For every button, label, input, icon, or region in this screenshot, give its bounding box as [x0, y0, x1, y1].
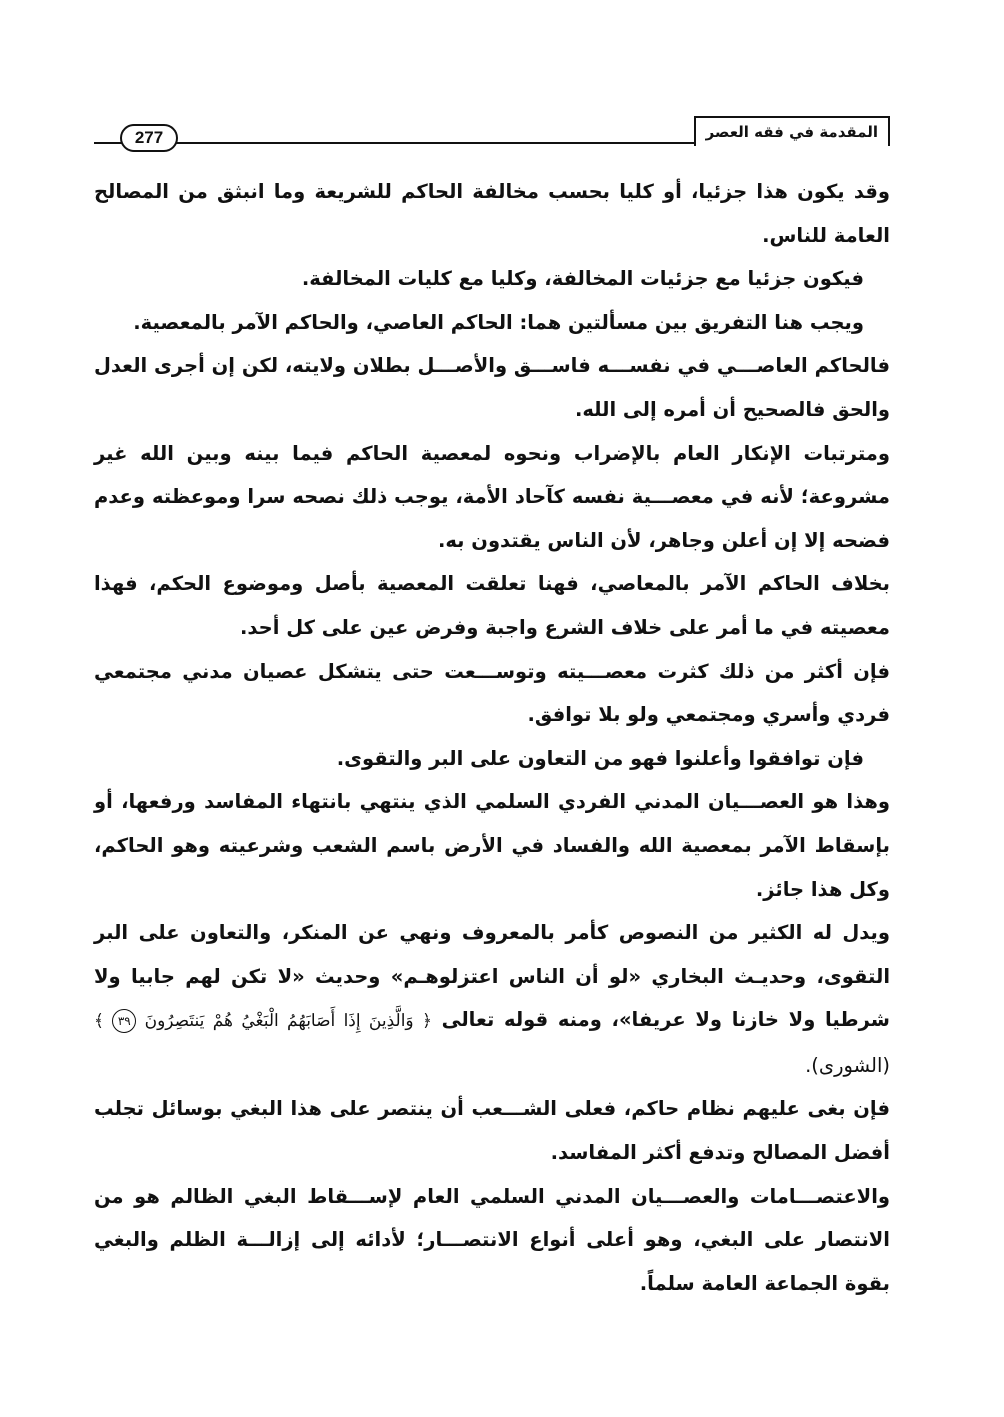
page-body [94, 170, 890, 1305]
paragraph-4: فالحاكم العاصـــي في نفســـه فاســـق والأصـــل بطلان ولايته، لكن إن أجرى العدل والحق فالصحيح أن أمره إلى الله. [94, 354, 890, 421]
paragraph-12: والاعتصـــامات والعصـــيان المدني السلمي العام لإســـقاط البغي الظالم هو من الانتصار على البغي، وهو أعلى أنواع الانتصـــار؛ لأدائه إلى إزالـــة الظلم والبغي بقوة الجماعة العامة سلماً. [94, 1184, 890, 1295]
paragraph-11: فإن بغى عليهم نظام حاكم، فعلى الشـــعب أن ينتصر على هذا البغي بوسائل تجلب أفضل المصالح وتدفع أكثر المفاسد. [94, 1097, 890, 1165]
ayah-number-mark: ٣٩ [112, 1009, 136, 1033]
paragraph-10-text: ويدل له الكثير من النصوص كأمر بالمعروف ونهي عن المنكر، والتعاون على البر التقوى، وحديـث البخاري «لو أن الناس اعتزلوهـم» وحديث «لا تكن لهم جابيا ولا شرطيا ولا خازنا ولا عريفا»، ومنه قوله تعالى [94, 921, 890, 1032]
paragraph-3: ويجب هنا التفريق بين مسألتين هما: الحاكم العاصي، والحاكم الآمر بالمعصية. [133, 310, 864, 334]
page-header [94, 116, 890, 150]
paragraph-8: فإن توافقوا وأعلنوا فهو من التعاون على البر والتقوى. [336, 746, 864, 770]
paragraph-5: ومترتبات الإنكار العام بالإضراب ونحوه لمعصية الحاكم فيما بينه وبين الله غير مشروعة؛ لأنه في معصـــية نفسه كآحاد الأمة، يوجب ذلك نصحه سرا وموعظته وعدم فضحه إلا إن أعلن وجاهر، لأن الناس يقتدون به. [94, 441, 890, 552]
surah-reference: (الشورى). [805, 1053, 890, 1077]
book-title: المقدمة في فقه العصر [694, 116, 890, 146]
paragraph-1: وقد يكون هذا جزئيا، أو كليا بحسب مخالفة الحاكم للشريعة وما انبثق من المصالح العامة للناس. [94, 180, 890, 247]
quran-verse-close: ﴾ [94, 1011, 113, 1032]
page-number: 277 [120, 124, 178, 152]
paragraph-10 [94, 911, 890, 1087]
paragraph-6: بخلاف الحاكم الآمر بالمعاصي، فهنا تعلقت المعصية بأصل وموضوع الحكم، فهذا معصيته في ما أمر على خلاف الشرع واجبة وفرض عين على كل أحد. [94, 572, 890, 639]
quran-verse: ﴿ وَالَّذِينَ إِذَا أَصَابَهُمُ الْبَغْيُ هُمْ يَنتَصِرُونَ [136, 1011, 432, 1032]
paragraph-7: فإن أكثر من ذلك كثرت معصـــيته وتوســـعت حتى يتشكل عصيان مدني مجتمعي فردي وأسري ومجتمعي ولو بلا توافق. [94, 659, 890, 727]
paragraph-2: فيكون جزئيا مع جزئيات المخالفة، وكليا مع كليات المخالفة. [301, 267, 864, 291]
paragraph-9: وهذا هو العصـــيان المدني الفردي السلمي الذي ينتهي بانتهاء المفاسد ورفعها، أو بإسقاط الآمر بمعصية الله والفساد في الأرض باسم الشعب وشرعيته وهو الحاكم، وكل هذا جائز. [94, 790, 890, 901]
